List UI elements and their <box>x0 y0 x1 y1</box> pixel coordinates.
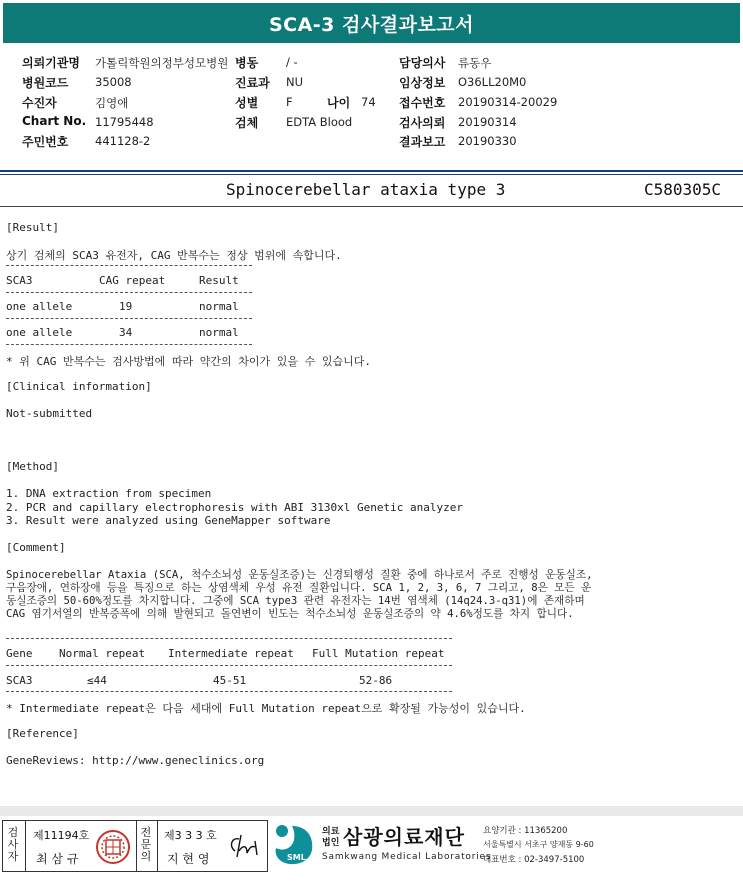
specimen-value: EDTA Blood <box>286 115 353 129</box>
comment-table-rule-bottom <box>6 691 452 692</box>
specimen-label: 검체 <box>235 116 259 130</box>
specialist-name: 지 현 영 <box>167 852 210 866</box>
reference-heading: [Reference] <box>6 727 79 740</box>
result-row-2-allele: one allele <box>6 326 73 339</box>
result-date-label: 결과보고 <box>399 135 446 149</box>
chart-label: Chart No. <box>22 114 87 128</box>
ward-value: / - <box>286 55 298 69</box>
result-date-value: 20190330 <box>458 134 517 148</box>
examiner-name: 최 삼 규 <box>36 852 79 866</box>
dept-value: NU <box>286 75 304 89</box>
clinical-info-label: 임상정보 <box>399 76 446 90</box>
sex-value: F <box>286 95 293 109</box>
test-name: Spinocerebellar ataxia type 3 <box>226 180 506 199</box>
comment-line-4: CAG 염기서열의 반복증폭에 의해 발현되고 돌연변이 빈도는 척수소뇌성 운동실조증의 약 4.6%정도를 차지 합니다. <box>6 608 574 620</box>
doctor-value: 류동우 <box>458 56 492 70</box>
clinical-text: Not-submitted <box>6 407 93 420</box>
corp-type-label: 의료법인 <box>322 827 340 848</box>
lab-address: 서울특별시 서초구 양재동 9-60 <box>483 840 594 849</box>
method-step-2: 2. PCR and capillary electrophoresis with ABI 3130xl Genetic analyzer <box>6 501 463 514</box>
sml-logo-icon <box>272 822 318 866</box>
patient-label: 수진자 <box>22 96 57 110</box>
result-table-rule-bottom <box>6 344 252 345</box>
institution-value: 가톨릭학원의정부성모병원 <box>95 56 229 70</box>
comment-heading: [Comment] <box>6 541 66 554</box>
id-label: 주민번호 <box>22 135 69 149</box>
specialist-signature-icon <box>225 831 263 863</box>
examiner-label: 검사자 <box>7 826 19 863</box>
header-divider <box>0 170 743 172</box>
reference-text: GeneReviews: http://www.geneclinics.org <box>6 754 265 767</box>
comment-note: * Intermediate repeat은 다음 세대에 Full Mutation repeat으로 확장될 가능성이 있습니다. <box>6 702 526 715</box>
id-value: 441128-2 <box>95 134 151 148</box>
lab-code: 요양기관 : 11365200 <box>483 826 568 836</box>
result-row-2-result: normal <box>199 326 239 339</box>
lab-name: 삼광의료재단 <box>343 825 465 849</box>
comment-table-rule-top <box>6 638 452 639</box>
footer <box>0 818 743 884</box>
signature-box <box>2 820 268 872</box>
clinical-heading: [Clinical information] <box>6 380 152 393</box>
sml-logo-text: SML <box>287 853 306 862</box>
ward-label: 병동 <box>235 56 259 70</box>
result-table-rule-mid <box>6 292 252 293</box>
lab-phone: 대표번호 : 02-3497-5100 <box>483 855 585 865</box>
result-summary: 상기 검체의 SCA3 유전자, CAG 반복수는 정상 범위에 속합니다. <box>6 249 342 262</box>
result-header-result: Result <box>199 274 239 287</box>
comment-header-normal: Normal repeat <box>59 647 146 660</box>
institution-label: 의뢰기관명 <box>22 56 80 70</box>
specialist-label: 전문의 <box>140 826 152 863</box>
receipt-label: 접수번호 <box>399 96 446 110</box>
comment-row-full: 52-86 <box>359 674 393 687</box>
result-row-1-result: normal <box>199 300 239 313</box>
result-header-repeat: CAG repeat <box>99 274 166 287</box>
comment-line-2: 구음장애, 연하장애 등을 특징으로 하는 상염색체 우성 유전 질환입니다. SCA 1, 2, 3, 6, 7 그리고, 8은 모든 운 <box>6 582 592 594</box>
comment-row-normal: ≤44 <box>87 674 107 687</box>
test-divider <box>0 206 743 207</box>
receipt-value: 20190314-20029 <box>458 95 558 109</box>
report-title: SCA-3 검사결과보고서 <box>268 13 475 36</box>
method-step-3: 3. Result were analyzed using GeneMapper software <box>6 514 331 527</box>
request-label: 검사의뢰 <box>399 116 446 130</box>
clinical-info-value: O36LL20M0 <box>458 75 527 89</box>
header-divider-thin <box>0 174 743 175</box>
method-heading: [Method] <box>6 460 59 473</box>
lab-english-name: Samkwang Medical Laboratories <box>322 852 492 862</box>
doctor-label: 담당의사 <box>399 56 446 70</box>
comment-line-1: Spinocerebellar Ataxia (SCA, 척수소뇌성 운동실조증)는 신경퇴행성 질환 중에 하나로서 주로 진행성 운동실조, <box>6 569 593 581</box>
report-title-bar <box>3 3 740 43</box>
comment-header-gene: Gene <box>6 647 33 660</box>
test-code: C580305C <box>644 180 722 199</box>
examiner-license: 제11194호 <box>33 829 90 842</box>
result-table-rule-top <box>6 265 252 266</box>
sex-label: 성별 <box>235 96 259 110</box>
patient-value: 김영애 <box>95 96 129 110</box>
age-value: 74 <box>361 95 376 109</box>
comment-table-rule-mid <box>6 665 452 666</box>
result-note: * 위 CAG 반복수는 검사방법에 따라 약간의 차이가 있을 수 있습니다. <box>6 355 371 368</box>
result-header-gene: SCA3 <box>6 274 33 287</box>
result-row-2-repeat: 34 <box>119 326 133 339</box>
request-value: 20190314 <box>458 115 517 129</box>
result-row-1-allele: one allele <box>6 300 73 313</box>
result-row-1-repeat: 19 <box>119 300 133 313</box>
specialist-license: 제3 3 3 호 <box>164 829 217 842</box>
hospital-code-value: 35008 <box>95 75 132 89</box>
examiner-seal-icon <box>95 829 131 865</box>
footer-divider <box>0 806 743 816</box>
comment-header-intermediate: Intermediate repeat <box>168 647 294 660</box>
comment-row-gene: SCA3 <box>6 674 33 687</box>
comment-header-full: Full Mutation repeat <box>312 647 445 660</box>
chart-value: 11795448 <box>95 115 154 129</box>
comment-row-intermediate: 45-51 <box>213 674 247 687</box>
hospital-code-label: 병원코드 <box>22 76 69 90</box>
dept-label: 진료과 <box>235 76 270 90</box>
age-label: 나이 <box>327 96 351 110</box>
method-step-1: 1. DNA extraction from specimen <box>6 487 212 500</box>
result-table-rule-row <box>6 318 252 319</box>
comment-line-3: 동실조증의 50-60%정도를 차지합니다. 그중에 SCA type3 관련 유전자는 14번 염색체 (14q24.3-q31)에 존재하며 <box>6 595 585 607</box>
result-heading: [Result] <box>6 221 59 234</box>
